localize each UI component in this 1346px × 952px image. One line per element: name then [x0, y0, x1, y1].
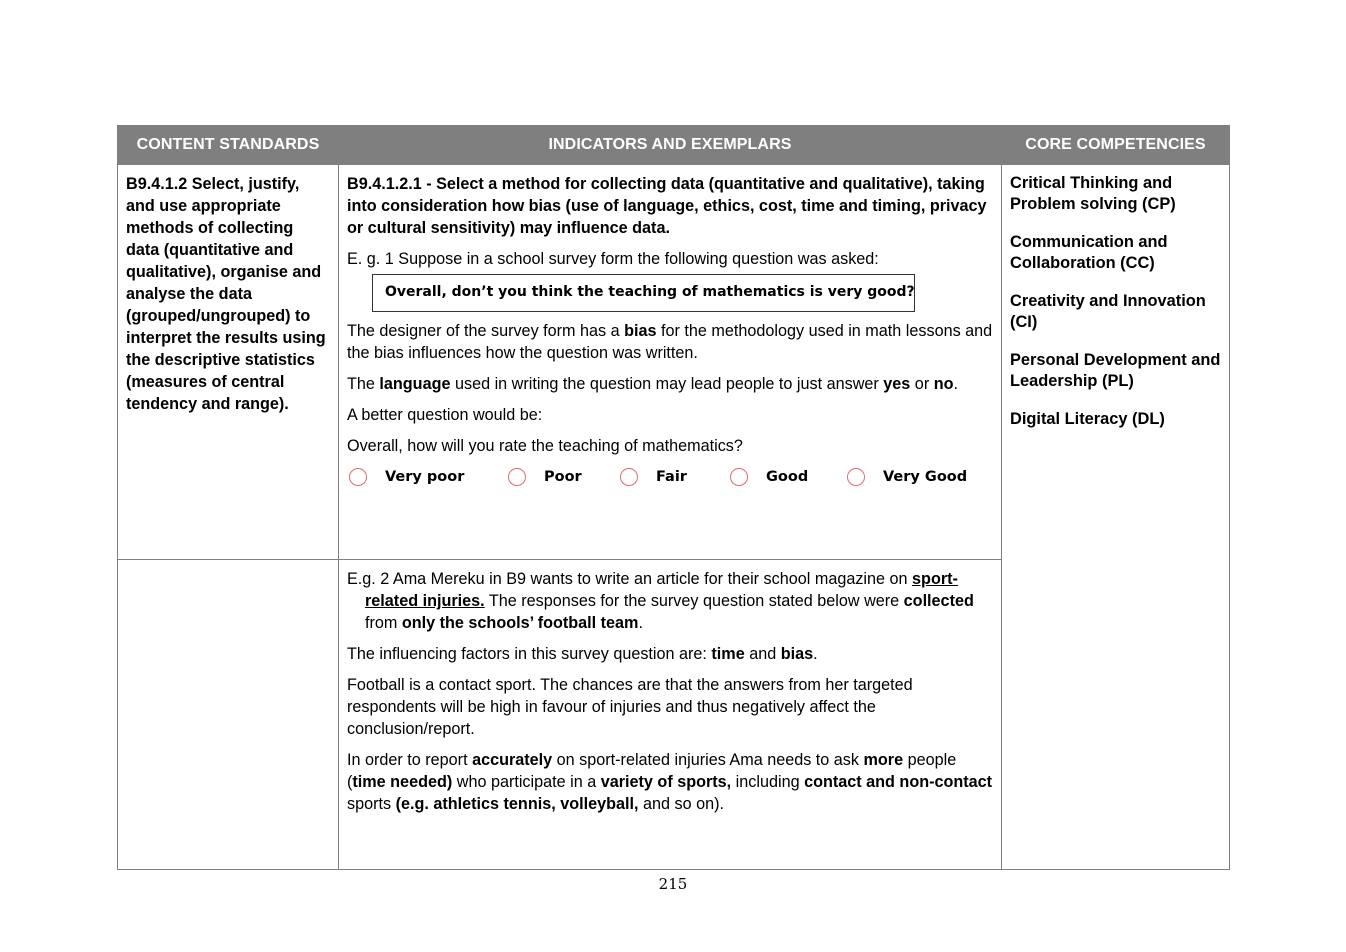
influencing-factors: The influencing factors in this survey question are: time and bias.	[347, 645, 818, 663]
rating-option-fair[interactable]: Fair	[620, 466, 687, 488]
competencies-cell	[1002, 165, 1230, 870]
bias-paragraph: The designer of the survey form has a bias for the methodology used in math lessons and the bias influences how the question was written.	[347, 322, 993, 362]
competency-ci: Creativity and Innovation (CI)	[1010, 292, 1206, 331]
radio-circle-icon[interactable]	[847, 468, 865, 486]
page-number: 215	[658, 875, 688, 893]
rating-option-very-poor[interactable]: Very poor	[349, 466, 464, 488]
curriculum-table	[117, 125, 1230, 870]
competency-dl: Digital Literacy (DL)	[1010, 410, 1165, 428]
radio-circle-icon[interactable]	[349, 468, 367, 486]
football-paragraph: Football is a contact sport. The chances are that the answers from her targeted respondents will be high in favour of injuries and thus negatively affect the conclusion/report.	[347, 676, 913, 738]
empty-standard-cell	[118, 560, 339, 870]
content-standard-cell	[118, 165, 339, 560]
radio-circle-icon[interactable]	[508, 468, 526, 486]
competency-cp: Critical Thinking and Problem solving (CP)	[1010, 174, 1176, 213]
example1-question-box: Overall, don’t you think the teaching of mathematics is very good?	[372, 274, 915, 312]
rating-option-very-good[interactable]: Very Good	[847, 466, 967, 488]
better-question-intro: A better question would be:	[347, 406, 543, 424]
better-question: Overall, how will you rate the teaching of mathematics?	[347, 437, 743, 455]
header-content-standards: CONTENT STANDARDS	[118, 126, 339, 165]
competency-cc: Communication and Collaboration (CC)	[1010, 233, 1168, 272]
example2-cell	[339, 560, 1002, 870]
accuracy-paragraph: In order to report accurately on sport-related injuries Ama needs to ask more people (time needed) who participate in a variety of sports, including contact and non-contact sports (e.g. athletics tennis, volleyball, and so on).	[347, 751, 993, 813]
rating-scale	[347, 466, 993, 506]
content-standard-text: B9.4.1.2 Select, justify, and use appropriate methods of collecting data (quantitative and qualitative), organise and analyse the data (grouped/ungrouped) to interpret the results using the descriptive statistics (measures of central tendency and range).	[126, 175, 326, 413]
language-paragraph: The language used in writing the question may lead people to just answer yes or no.	[347, 375, 958, 393]
competency-pl: Personal Development and Leadership (PL)	[1010, 351, 1221, 390]
header-indicators: INDICATORS AND EXEMPLARS	[339, 126, 1002, 165]
rating-option-good[interactable]: Good	[730, 466, 808, 488]
radio-circle-icon[interactable]	[620, 468, 638, 486]
example1-intro: E. g. 1 Suppose in a school survey form the following question was asked:	[347, 250, 879, 268]
example2-intro: E.g. 2 Ama Mereku in B9 wants to write an article for their school magazine on sport-related injuries. The responses for the survey question stated below were collected from only the schools’ football team.	[347, 570, 974, 632]
indicator-cell	[339, 165, 1002, 560]
header-core-competencies: CORE COMPETENCIES	[1002, 126, 1230, 165]
rating-option-poor[interactable]: Poor	[508, 466, 582, 488]
radio-circle-icon[interactable]	[730, 468, 748, 486]
indicator-title: B9.4.1.2.1 - Select a method for collecting data (quantitative and qualitative), taking into consideration how bias (use of language, ethics, cost, time and timing, privacy or cultural sensitivity) may influence data.	[347, 175, 987, 237]
